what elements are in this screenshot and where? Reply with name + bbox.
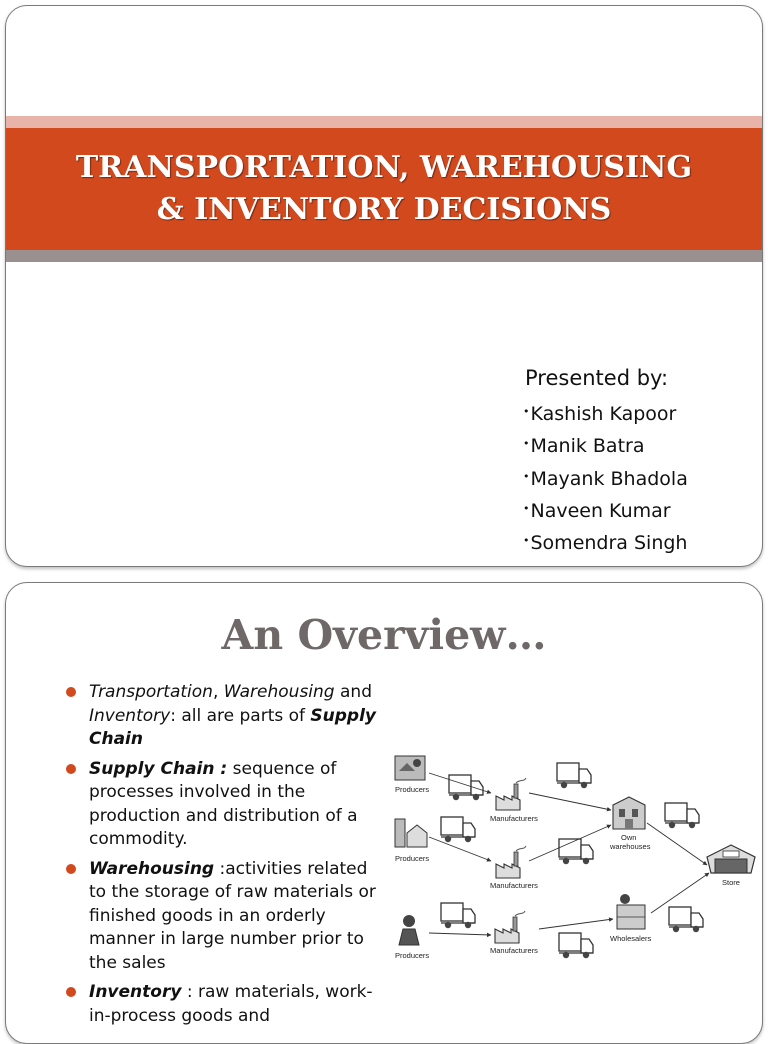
bullet-dot-icon: • xyxy=(523,501,530,515)
truck-icon xyxy=(669,907,703,932)
presenter-item: •Naveen Kumar xyxy=(523,499,671,522)
flow-arrow xyxy=(429,933,491,935)
manufacturers-label: Manufacturers xyxy=(490,814,538,823)
producers-label: Producers xyxy=(395,951,430,960)
presenter-item: •Mayank Bhadola xyxy=(523,467,688,490)
truck-icon xyxy=(449,775,483,800)
bullet-dot-icon xyxy=(66,687,76,697)
truck-icon xyxy=(559,839,593,864)
overview-title: An Overview… xyxy=(221,611,547,659)
own-warehouses-label-2: warehouses xyxy=(610,842,651,851)
slide-title-line-1: TRANSPORTATION, WAREHOUSING xyxy=(75,150,693,185)
wholesalers-label: Wholesalers xyxy=(610,934,652,943)
bullet-item: Supply Chain : sequence of processes involved in the production and distribution of a commodity. xyxy=(61,758,381,852)
bullet-dot-icon xyxy=(66,764,76,774)
producer-silo-icon xyxy=(395,819,427,847)
bullet-dot-icon: • xyxy=(523,534,530,548)
producers-label: Producers xyxy=(395,854,430,863)
bullet-dot-icon: • xyxy=(523,469,530,483)
warehouse-icon xyxy=(613,797,645,829)
bullet-dot-icon xyxy=(66,987,76,997)
factory-icon xyxy=(496,778,526,810)
bullet-item: Warehousing :activities related to the storage of raw materials or finished goods in an orderly manner in large number prior to the sales xyxy=(61,858,381,976)
truck-icon xyxy=(665,803,699,828)
presenter-item: •Kashish Kapoor xyxy=(523,403,677,425)
title-slide xyxy=(5,5,763,567)
truck-icon xyxy=(441,903,475,928)
presenter-item: •Somendra Singh xyxy=(523,532,688,555)
bullet-dot-icon: • xyxy=(523,405,530,418)
wholesaler-icon xyxy=(617,894,645,929)
title-band-top-stripe xyxy=(6,116,762,128)
factory-icon xyxy=(495,911,525,943)
bullet-item: Inventory : raw materials, work-in-process goods and xyxy=(61,981,381,1028)
presenter-item: •Manik Batra xyxy=(523,435,645,458)
store-label: Store xyxy=(722,878,740,887)
bullet-dot-icon xyxy=(66,864,76,874)
flow-arrow xyxy=(429,837,491,861)
producer-worker-icon xyxy=(399,915,419,945)
bullet-dot-icon: • xyxy=(523,437,530,451)
bullet-item: Transportation, Warehousing and Inventory: all are parts of Supply Chain xyxy=(61,681,381,752)
manufacturers-label: Manufacturers xyxy=(490,881,538,890)
flow-arrow xyxy=(539,919,613,929)
title-band-bottom-stripe xyxy=(6,250,762,262)
presenter-list xyxy=(523,397,688,558)
flow-arrow xyxy=(647,823,707,865)
own-warehouses-label-1: Own xyxy=(621,833,637,842)
manufacturers-label: Manufacturers xyxy=(490,946,538,955)
flow-arrow xyxy=(529,793,611,810)
overview-slide xyxy=(5,582,763,1044)
truck-icon xyxy=(559,933,593,958)
overview-bullet-list xyxy=(61,681,381,1034)
store-icon xyxy=(707,845,755,873)
slide-title-line-2: & INVENTORY DECISIONS xyxy=(156,192,612,227)
title-band xyxy=(6,128,762,250)
producers-label: Producers xyxy=(395,785,430,794)
truck-icon xyxy=(557,763,591,788)
truck-icon xyxy=(441,817,475,842)
producer-farm-icon xyxy=(395,756,425,780)
factory-icon xyxy=(496,846,526,878)
supply-chain-diagram xyxy=(389,753,761,993)
presented-by-label: Presented by: xyxy=(525,366,669,390)
